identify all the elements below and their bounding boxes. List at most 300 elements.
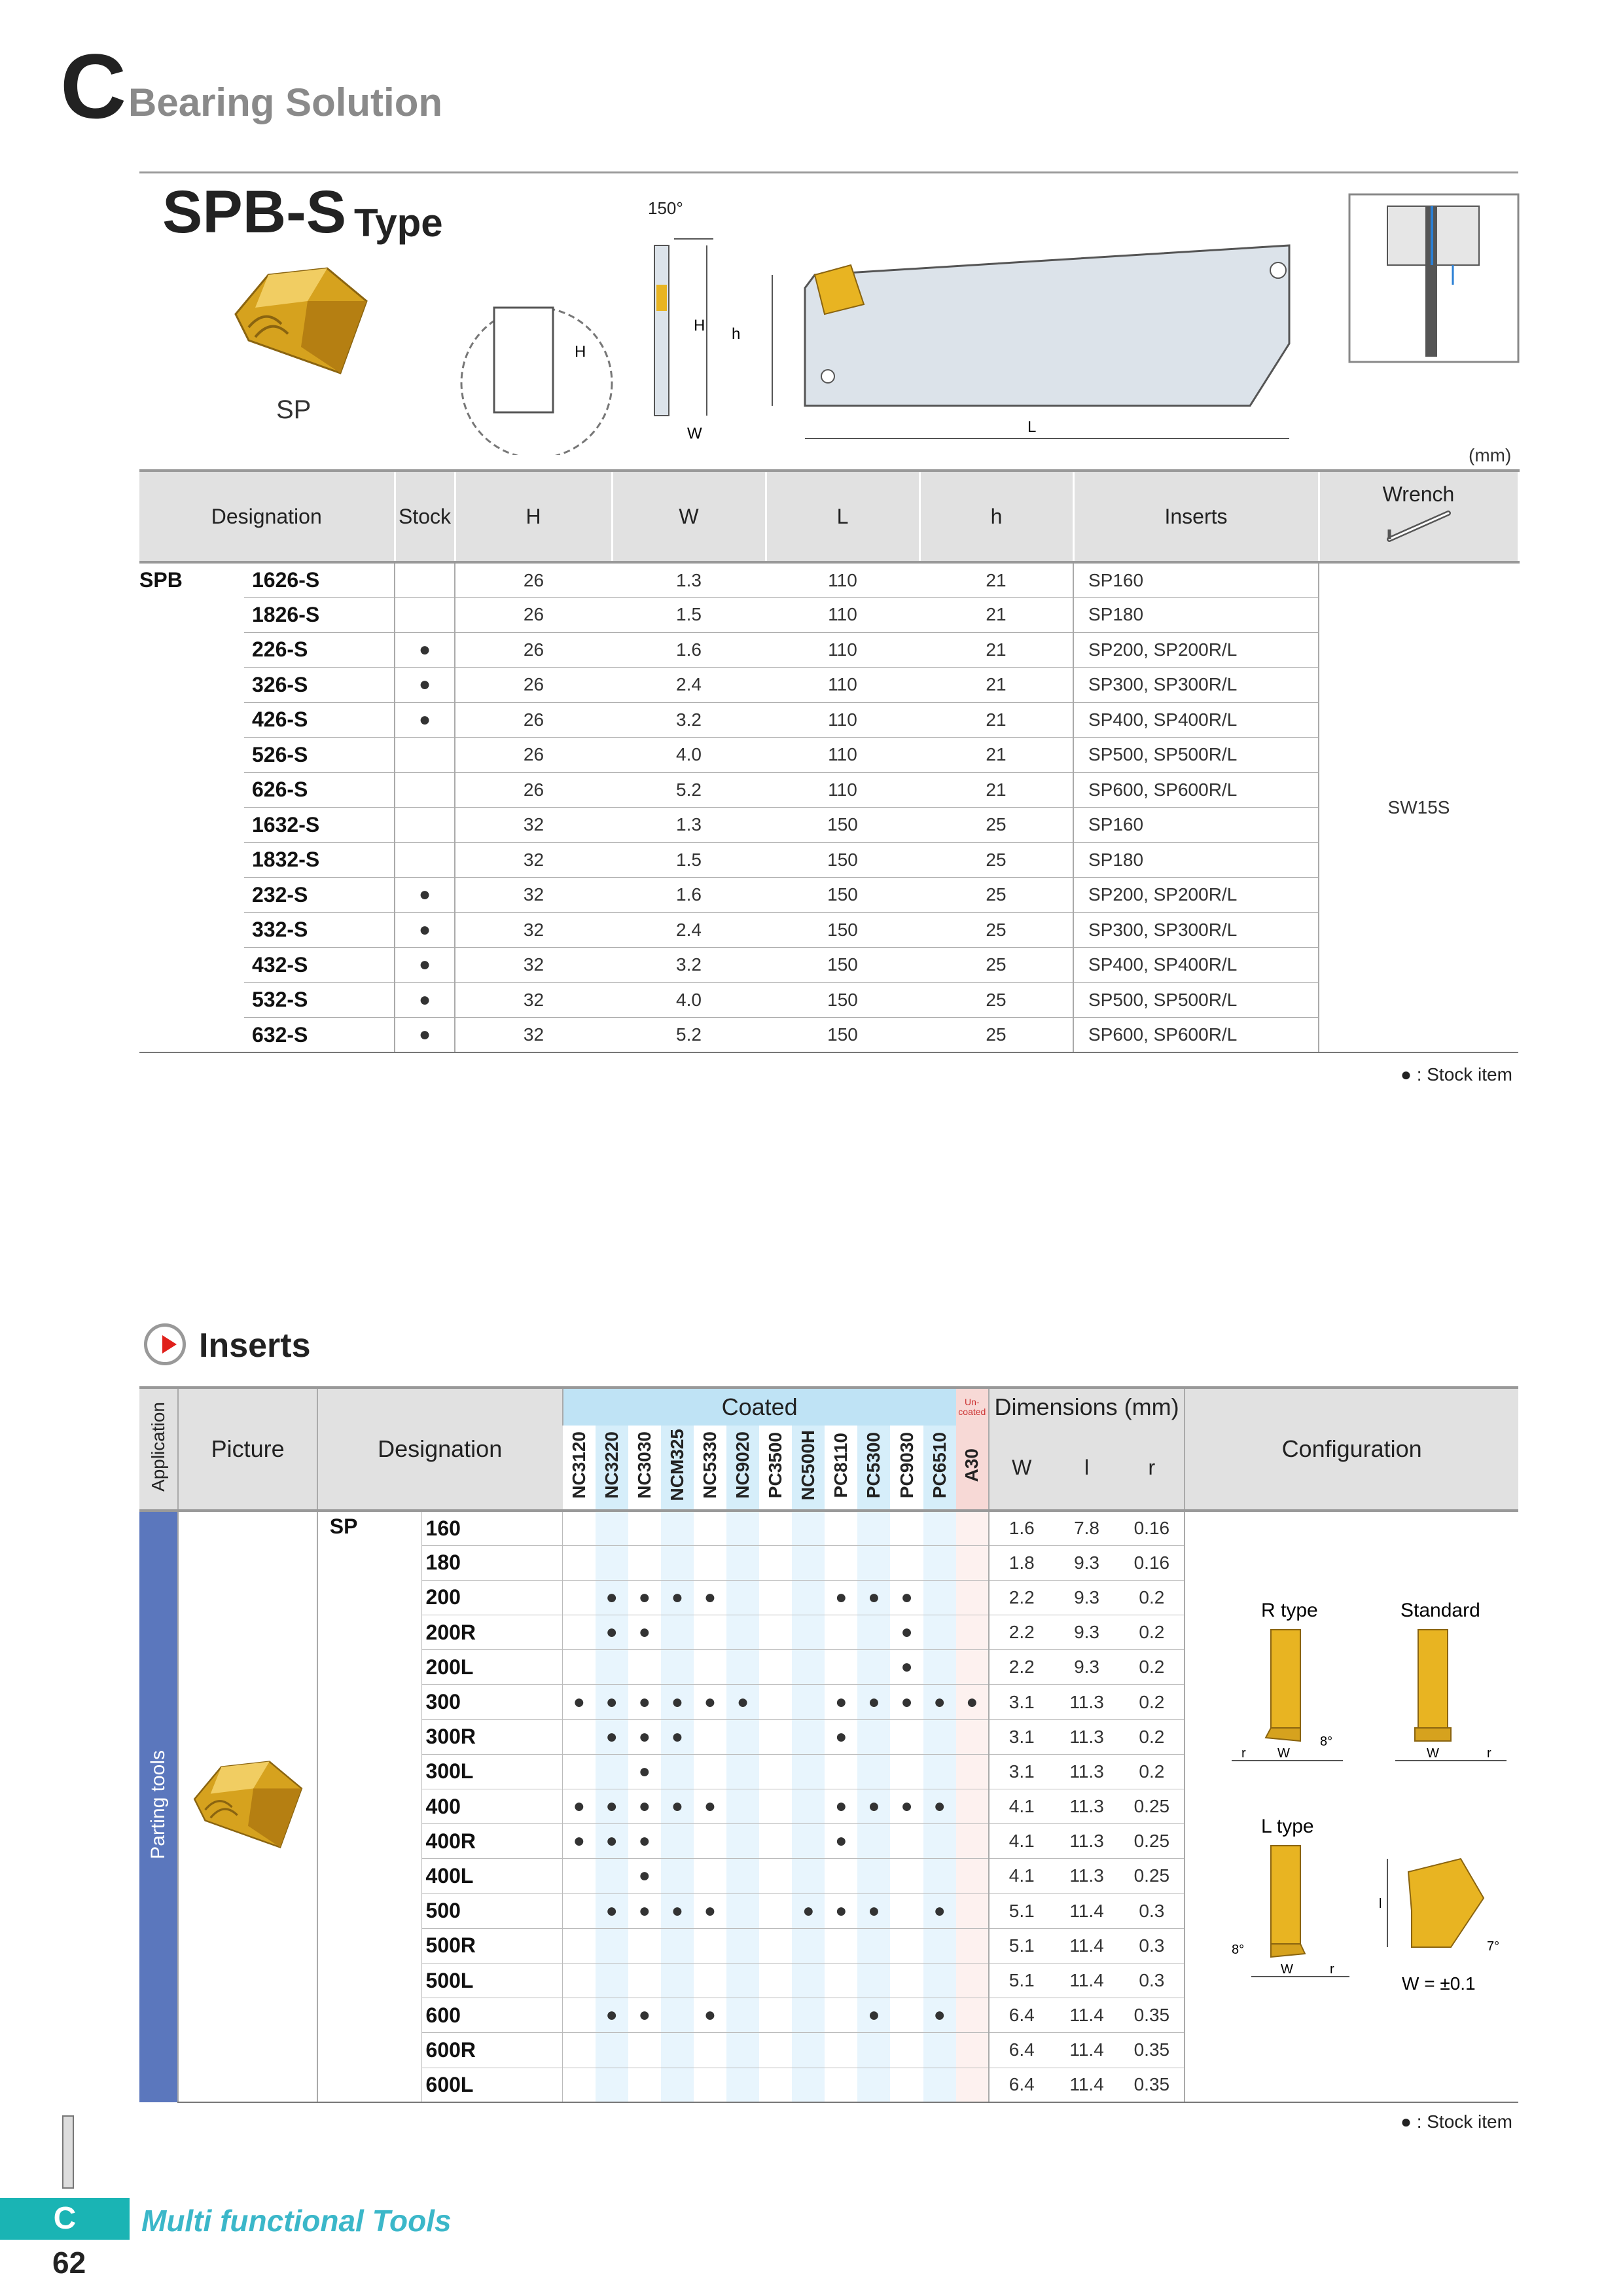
inserts-cell: SP300, SP300R/L [1073, 668, 1319, 703]
grade-mark: ● [628, 1754, 661, 1789]
stock-legend: ● : Stock item [1400, 1064, 1512, 1085]
standard-label: Standard [1400, 1600, 1480, 1621]
l-cell: 9.3 [1054, 1545, 1120, 1580]
grade-mark: ● [890, 1615, 923, 1650]
h-cell: 25 [919, 842, 1073, 878]
H-cell: 32 [455, 912, 612, 948]
designation-cell: 1626-S [244, 562, 395, 598]
designation-cell: 632-S [244, 1018, 395, 1053]
grade-mark [694, 2068, 726, 2102]
grade-mark [563, 1859, 596, 1893]
W-cell: 2.4 [612, 912, 766, 948]
grade-mark [596, 2033, 628, 2068]
l-cell: 11.3 [1054, 1685, 1120, 1719]
prefix-cell [139, 948, 244, 983]
grade-mark: ● [596, 1615, 628, 1650]
grade-mark [628, 1650, 661, 1685]
grade-mark [792, 1511, 825, 1545]
grade-mark: ● [628, 1789, 661, 1824]
grade-mark [628, 1928, 661, 1963]
inserts-cell: SP180 [1073, 598, 1319, 633]
grade-header: PC9030 [890, 1426, 923, 1511]
grade-header: NCM325 [661, 1426, 694, 1511]
holder-row [139, 912, 1518, 948]
col-designation: Designation [317, 1388, 563, 1511]
designation-cell: 232-S [244, 878, 395, 913]
grade-mark [661, 1824, 694, 1859]
l-cell: 11.3 [1054, 1824, 1120, 1859]
designation-cell: 200 [421, 1580, 563, 1615]
L-cell: 110 [766, 772, 919, 808]
footer-section-tab: C [0, 2198, 130, 2240]
designation-cell: 400L [421, 1859, 563, 1893]
grade-mark [825, 2068, 857, 2102]
holder-row [139, 562, 1518, 598]
stock-cell [395, 598, 455, 633]
designation-cell: 1832-S [244, 842, 395, 878]
grade-mark: ● [694, 1893, 726, 1928]
svg-text:8°: 8° [1232, 1943, 1245, 1957]
grade-mark [825, 1998, 857, 2033]
wrench-label: Wrench [1382, 482, 1455, 506]
designation-cell: 200R [421, 1615, 563, 1650]
W-cell: 5.1 [989, 1928, 1054, 1963]
designation-cell: 600R [421, 2033, 563, 2068]
col-W: W [989, 1426, 1054, 1511]
grade-mark: ● [628, 1719, 661, 1754]
holder-table [139, 469, 1520, 1053]
L-cell: 150 [766, 982, 919, 1018]
holder-row [139, 982, 1518, 1018]
grade-mark [661, 1650, 694, 1685]
grade-mark [661, 1754, 694, 1789]
grade-mark [563, 1928, 596, 1963]
grade-mark [759, 1928, 792, 1963]
r-cell: 0.25 [1119, 1789, 1185, 1824]
grade-mark [923, 1511, 956, 1545]
grade-mark [726, 1893, 759, 1928]
grade-header: NC500H [792, 1426, 825, 1511]
H-cell: 26 [455, 738, 612, 773]
prefix-cell [139, 842, 244, 878]
grade-mark [759, 1998, 792, 2033]
col-picture: Picture [178, 1388, 317, 1511]
grade-mark: ● [628, 1580, 661, 1615]
grade-mark [726, 1859, 759, 1893]
designation-cell: 200L [421, 1650, 563, 1685]
grade-mark [661, 1859, 694, 1893]
grade-mark: ● [956, 1685, 989, 1719]
grade-mark [956, 1824, 989, 1859]
angle-label: 150° [648, 198, 683, 218]
grade-mark [890, 1963, 923, 1998]
grade-mark [923, 1928, 956, 1963]
grade-mark [661, 2068, 694, 2102]
grade-mark [857, 1928, 890, 1963]
grade-mark [792, 1998, 825, 2033]
inserts-cell: SP600, SP600R/L [1073, 1018, 1319, 1053]
W-cell: 1.3 [612, 808, 766, 843]
l-cell: 9.3 [1054, 1650, 1120, 1685]
l-cell: 11.4 [1054, 1998, 1120, 2033]
application-band: Parting tools [139, 1511, 178, 2102]
grade-header: A30 [956, 1426, 989, 1511]
grade-mark: ● [628, 1824, 661, 1859]
col-configuration: Configuration [1185, 1388, 1518, 1511]
grade-mark [726, 1650, 759, 1685]
grade-mark: ● [694, 1685, 726, 1719]
grade-mark: ● [857, 1789, 890, 1824]
L-cell: 150 [766, 1018, 919, 1053]
grade-mark [759, 1893, 792, 1928]
grade-mark [596, 1859, 628, 1893]
inserts-cell: SP500, SP500R/L [1073, 738, 1319, 773]
prefix-cell [139, 878, 244, 913]
insert-row [139, 1511, 1518, 1545]
grade-mark [792, 1754, 825, 1789]
W-cell: 5.1 [989, 1893, 1054, 1928]
grade-mark: ● [596, 1893, 628, 1928]
designation-cell: 600 [421, 1998, 563, 2033]
grade-mark [726, 1824, 759, 1859]
holder-row [139, 668, 1518, 703]
grade-mark [726, 1928, 759, 1963]
l-cell: 11.4 [1054, 1963, 1120, 1998]
h-cell: 21 [919, 562, 1073, 598]
W-cell: 3.2 [612, 948, 766, 983]
W-cell: 5.2 [612, 1018, 766, 1053]
stock-cell [395, 738, 455, 773]
insert-picture-cell [178, 1511, 317, 2102]
col-coated: Coated [563, 1388, 956, 1426]
grade-mark [825, 1963, 857, 1998]
l-cell: 11.3 [1054, 1789, 1120, 1824]
r-cell: 0.2 [1119, 1615, 1185, 1650]
grade-mark: ● [628, 1998, 661, 2033]
r-cell: 0.2 [1119, 1650, 1185, 1685]
grade-mark [563, 1754, 596, 1789]
h-cell: 21 [919, 668, 1073, 703]
W-cell: 1.6 [612, 878, 766, 913]
grade-mark [726, 1511, 759, 1545]
grade-mark: ● [890, 1650, 923, 1685]
grade-mark [726, 1754, 759, 1789]
svg-text:W: W [1277, 1746, 1290, 1761]
W-cell: 2.2 [989, 1650, 1054, 1685]
grade-header: PC8110 [825, 1426, 857, 1511]
grade-mark: ● [661, 1893, 694, 1928]
inserts-cell: SP200, SP200R/L [1073, 632, 1319, 668]
grade-mark [956, 2068, 989, 2102]
grade-mark [792, 1580, 825, 1615]
inserts-cell: SP200, SP200R/L [1073, 878, 1319, 913]
grade-mark: ● [628, 1615, 661, 1650]
holder-row [139, 772, 1518, 808]
r-cell: 0.16 [1119, 1545, 1185, 1580]
grade-mark [956, 1650, 989, 1685]
r-cell: 0.2 [1119, 1580, 1185, 1615]
grade-mark [956, 1893, 989, 1928]
holder-row [139, 808, 1518, 843]
grade-mark [956, 1754, 989, 1789]
grade-mark [792, 1615, 825, 1650]
grade-mark [661, 2033, 694, 2068]
grade-mark: ● [661, 1685, 694, 1719]
designation-cell: 600L [421, 2068, 563, 2102]
W-cell: 4.0 [612, 982, 766, 1018]
grade-mark [726, 2068, 759, 2102]
h-cell: 25 [919, 948, 1073, 983]
grade-mark [792, 2068, 825, 2102]
grade-mark [792, 1545, 825, 1580]
svg-text:r: r [1330, 1962, 1334, 1977]
col-uncoated: Un-coated [956, 1388, 989, 1426]
grade-mark [563, 2068, 596, 2102]
grade-mark: ● [596, 1719, 628, 1754]
l-cell: 11.3 [1054, 1754, 1120, 1789]
L-cell: 110 [766, 668, 919, 703]
r-cell: 0.35 [1119, 2033, 1185, 2068]
grade-mark [661, 1545, 694, 1580]
grade-mark: ● [726, 1685, 759, 1719]
grade-mark [694, 1963, 726, 1998]
tool-thumbnail-icon [55, 2113, 81, 2191]
grade-mark [792, 1824, 825, 1859]
prefix-cell: SPB [139, 568, 183, 592]
r-cell: 0.3 [1119, 1893, 1185, 1928]
l-cell: 11.3 [1054, 1719, 1120, 1754]
grade-mark: ● [857, 1998, 890, 2033]
designation-cell: 526-S [244, 738, 395, 773]
H-cell: 32 [455, 808, 612, 843]
grade-mark [759, 1754, 792, 1789]
grade-mark [792, 1789, 825, 1824]
W-cell: 5.2 [612, 772, 766, 808]
l-type-label: L type [1261, 1816, 1314, 1837]
stock-cell [395, 842, 455, 878]
r-cell: 0.25 [1119, 1824, 1185, 1859]
grade-mark [956, 1789, 989, 1824]
H-cell: 32 [455, 842, 612, 878]
col-application: Application [139, 1388, 178, 1511]
grade-mark: ● [596, 1580, 628, 1615]
W-cell: 4.0 [612, 738, 766, 773]
grade-mark [825, 1650, 857, 1685]
grade-mark [726, 1998, 759, 2033]
designation-cell: 1632-S [244, 808, 395, 843]
W-cell: 1.5 [612, 598, 766, 633]
grade-mark [563, 1719, 596, 1754]
insert-picture [229, 262, 373, 380]
grade-mark [726, 1789, 759, 1824]
grade-mark [923, 1719, 956, 1754]
W-cell: 3.1 [989, 1754, 1054, 1789]
designation-cell: 626-S [244, 772, 395, 808]
grade-mark [759, 2068, 792, 2102]
grade-mark: ● [825, 1719, 857, 1754]
grade-header: PC3500 [759, 1426, 792, 1511]
grade-mark [726, 1580, 759, 1615]
designation-cell: 300L [421, 1754, 563, 1789]
grade-mark [596, 1511, 628, 1545]
grade-mark [628, 1511, 661, 1545]
grade-mark [956, 1998, 989, 2033]
grade-mark [792, 1859, 825, 1893]
grade-mark [726, 1719, 759, 1754]
grade-mark [890, 2033, 923, 2068]
inserts-cell: SP400, SP400R/L [1073, 948, 1319, 983]
prefix-cell [139, 772, 244, 808]
grade-mark [857, 1650, 890, 1685]
holder-row [139, 842, 1518, 878]
grade-mark [923, 2068, 956, 2102]
inserts-cell: SP160 [1073, 562, 1319, 598]
designation-cell: 300R [421, 1719, 563, 1754]
designation-cell: 500R [421, 1928, 563, 1963]
grade-mark [694, 1545, 726, 1580]
grade-mark [857, 1963, 890, 1998]
grade-mark [923, 1650, 956, 1685]
grade-mark [857, 1824, 890, 1859]
grade-mark [628, 1545, 661, 1580]
grade-mark [857, 2068, 890, 2102]
grade-mark [792, 2033, 825, 2068]
grade-mark [759, 1859, 792, 1893]
grade-mark [563, 1580, 596, 1615]
W-cell: 1.3 [612, 562, 766, 598]
grade-mark: ● [923, 1789, 956, 1824]
col-H: H [455, 471, 612, 562]
grade-mark: ● [628, 1893, 661, 1928]
stock-cell: ● [395, 878, 455, 913]
holder-row [139, 948, 1518, 983]
r-type-label: R type [1261, 1600, 1318, 1621]
grade-mark: ● [923, 1998, 956, 2033]
stock-cell: ● [395, 982, 455, 1018]
grade-mark [956, 2033, 989, 2068]
col-W: W [612, 471, 766, 562]
holder-row [139, 1018, 1518, 1053]
grade-mark: ● [628, 1859, 661, 1893]
grade-mark [923, 1754, 956, 1789]
grade-mark [596, 1963, 628, 1998]
designation-cell: 326-S [244, 668, 395, 703]
grade-mark [628, 2033, 661, 2068]
designation-cell: 160 [421, 1511, 563, 1545]
header-rule [139, 171, 1518, 173]
grade-mark [596, 1650, 628, 1685]
grade-mark [792, 1650, 825, 1685]
designation-cell: 400 [421, 1789, 563, 1824]
insert-picture-2 [189, 1752, 307, 1857]
designation-cell: 532-S [244, 982, 395, 1018]
grade-mark: ● [857, 1893, 890, 1928]
grade-mark: ● [596, 1789, 628, 1824]
inserts-cell: SP300, SP300R/L [1073, 912, 1319, 948]
col-dimensions: Dimensions (mm) [989, 1388, 1185, 1426]
W-cell: 4.1 [989, 1859, 1054, 1893]
grade-mark [596, 1545, 628, 1580]
grade-mark [694, 1511, 726, 1545]
grade-mark [890, 1719, 923, 1754]
designation-cell: 226-S [244, 632, 395, 668]
grade-mark: ● [628, 1685, 661, 1719]
l-cell: 11.4 [1054, 1928, 1120, 1963]
grade-mark: ● [825, 1824, 857, 1859]
grade-mark [726, 1963, 759, 1998]
grade-mark [890, 2068, 923, 2102]
H-cell: 26 [455, 702, 612, 738]
H-cell: 32 [455, 982, 612, 1018]
stock-cell: ● [395, 912, 455, 948]
prefix-cell [139, 912, 244, 948]
svg-text:r: r [1487, 1746, 1491, 1761]
grade-mark [956, 1545, 989, 1580]
grade-mark [825, 1754, 857, 1789]
svg-text:8°: 8° [1320, 1734, 1333, 1749]
H-cell: 26 [455, 668, 612, 703]
grade-mark [857, 1615, 890, 1650]
grade-mark [956, 1928, 989, 1963]
grade-mark [563, 1998, 596, 2033]
L-cell: 110 [766, 702, 919, 738]
stock-cell: ● [395, 948, 455, 983]
grade-mark: ● [596, 1824, 628, 1859]
h-cell: 21 [919, 702, 1073, 738]
grade-mark: ● [563, 1789, 596, 1824]
col-stock: Stock [395, 471, 455, 562]
grade-mark [857, 1859, 890, 1893]
grade-mark [890, 1545, 923, 1580]
grade-mark: ● [694, 1580, 726, 1615]
grade-mark [726, 2033, 759, 2068]
grade-header: NC3120 [563, 1426, 596, 1511]
designation-cell: 500L [421, 1963, 563, 1998]
r-cell: 0.3 [1119, 1963, 1185, 1998]
l-cell: 11.4 [1054, 2068, 1120, 2102]
stock-legend-2: ● : Stock item [1400, 2111, 1512, 2132]
prefix-cell [139, 808, 244, 843]
page-number: 62 [52, 2246, 86, 2280]
r-cell: 0.2 [1119, 1685, 1185, 1719]
H-cell: 32 [455, 1018, 612, 1053]
holder-row [139, 702, 1518, 738]
prefix-cell [139, 982, 244, 1018]
grade-mark [825, 1615, 857, 1650]
grade-mark [857, 1719, 890, 1754]
col-L: L [766, 471, 919, 562]
footer-section-title: Multi functional Tools [141, 2204, 452, 2238]
grade-mark [694, 1615, 726, 1650]
grade-mark: ● [857, 1685, 890, 1719]
inserts-heading: Inserts [199, 1327, 311, 1365]
section-title: Bearing Solution [128, 81, 442, 124]
grade-mark [890, 1928, 923, 1963]
holder-row [139, 878, 1518, 913]
W-cell: 3.1 [989, 1685, 1054, 1719]
grade-mark [890, 1824, 923, 1859]
grade-mark [792, 1963, 825, 1998]
grade-mark [792, 1685, 825, 1719]
r-cell: 0.35 [1119, 1998, 1185, 2033]
grade-mark [563, 1963, 596, 1998]
svg-text:7°: 7° [1487, 1939, 1500, 1954]
grade-mark [563, 1615, 596, 1650]
grade-mark [792, 1719, 825, 1754]
grade-mark [956, 1719, 989, 1754]
grade-mark [759, 1511, 792, 1545]
grade-mark [726, 1615, 759, 1650]
